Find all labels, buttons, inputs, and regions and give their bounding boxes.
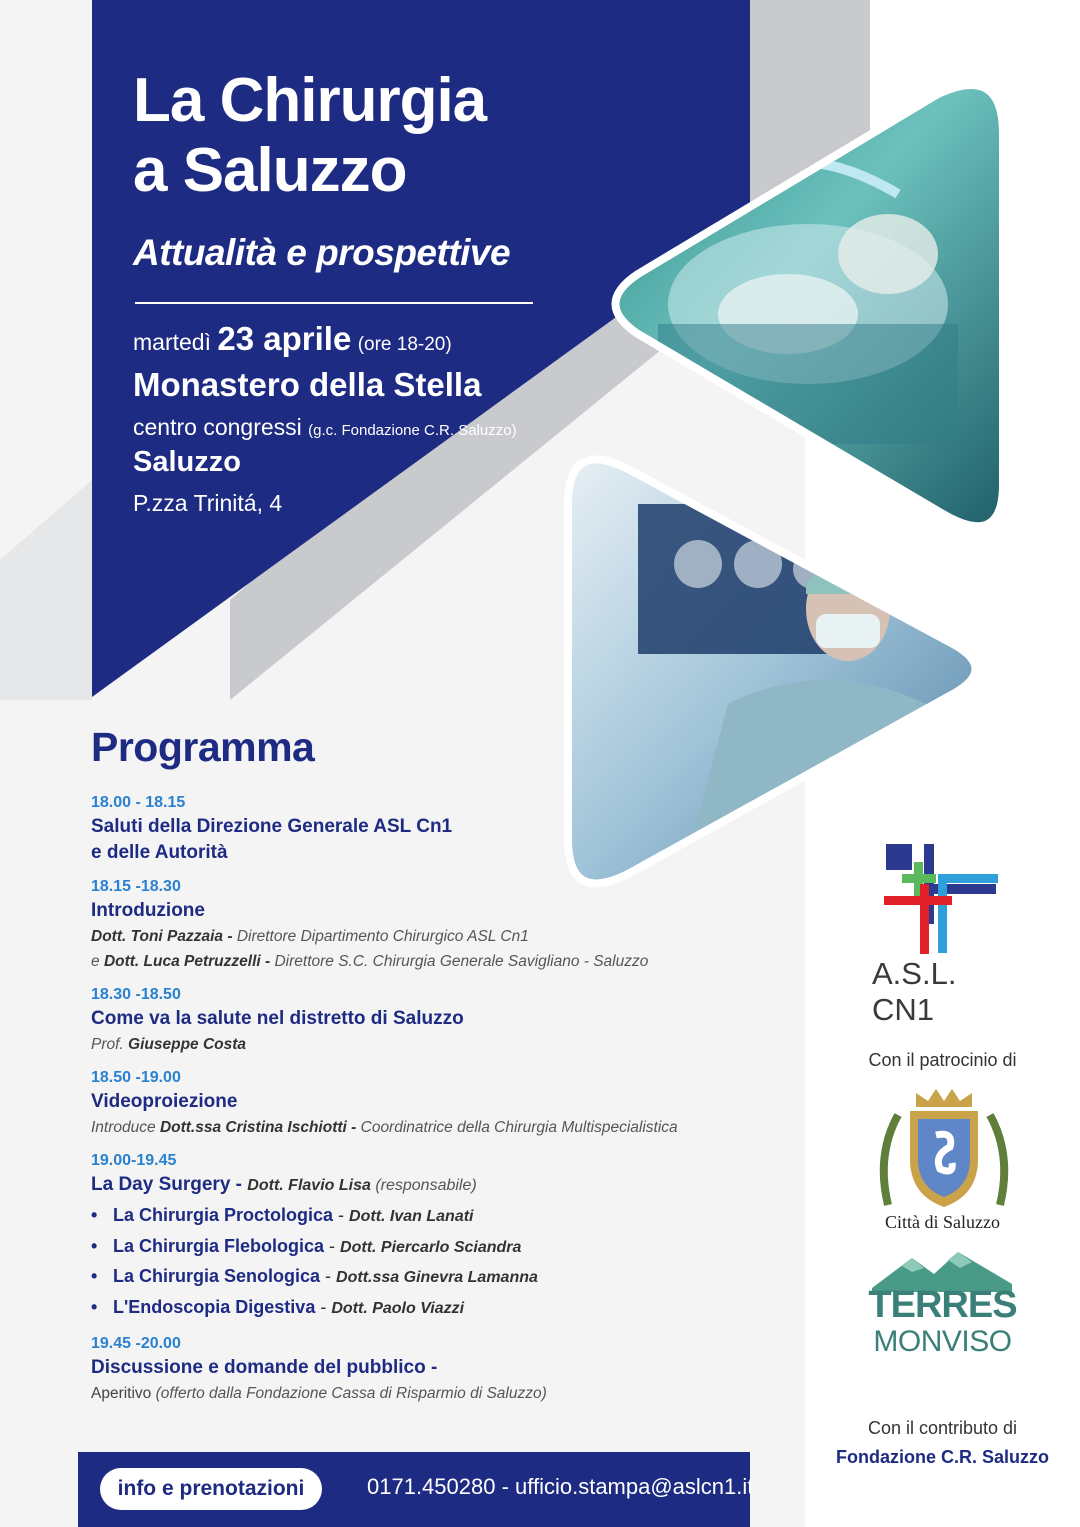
speaker-note: (responsabile) [370,1177,477,1194]
speaker-name: Dott. Piercarlo Sciandra [340,1238,522,1256]
item-label: L'Endoscopia Digestiva [113,1296,316,1317]
program-slot-4 [91,1067,801,1140]
program-title: Programma [91,724,315,770]
separator: - [223,928,237,945]
speaker-name: Dott. Paolo Viazzi [331,1299,465,1317]
date-main: 23 aprile [217,320,352,357]
program-slot-5 [91,1150,801,1323]
info-booking-button[interactable]: info e prenotazioni [100,1468,322,1510]
speaker-line [91,1115,801,1140]
event-center [133,414,517,441]
separator: - [346,1119,361,1136]
separator: - [320,1266,337,1286]
slot-time: 18.50 -19.00 [91,1069,181,1086]
fondazione-name: Fondazione C.R. Saluzzo [835,1447,1049,1467]
speaker-name: Dott. Luca Petruzzelli [103,953,261,970]
item-label: La Chirurgia Proctologica [113,1205,334,1225]
title-line-2: a Saluzzo [133,136,407,205]
list-item [91,1201,801,1232]
speaker-prefix: Prof. [91,1036,129,1053]
speaker-role: Direttore S.C. Chirurgia Generale Savigliano - Saluzzo [274,953,649,970]
terres-wordmark: TERRES [868,1284,1017,1326]
program-slot-3 [91,984,801,1057]
slot-time: 19.00-19.45 [91,1152,177,1169]
event-time: (ore 18-20) [357,334,452,355]
speaker-name: Dott.ssa Ginevra Lamanna [336,1269,538,1286]
connector: e [91,953,104,970]
speaker-name: Dott.ssa Cristina Ischiotti [159,1119,347,1136]
saluzzo-crest-icon [876,1085,1012,1213]
event-city: Saluzzo [133,446,241,478]
slot-time: 18.30 -18.50 [91,986,181,1003]
program-slot-2 [91,876,801,974]
title-divider [135,302,533,304]
separator: - [260,953,275,970]
speaker-prefix: Introduce [91,1119,160,1136]
center-note: (g.c. Fondazione C.R. Saluzzo) [308,422,517,439]
slot-title: Discussione e domande del pubblico - [91,1357,438,1378]
day-surgery-list [91,1201,801,1323]
separator: - [315,1296,332,1317]
asl-cross-logo-icon [880,840,1000,970]
speaker-name: Dott. Toni Pazzaia [91,928,224,945]
contact-info: 0171.450280 - ufficio.stampa@aslcn1.it [367,1474,754,1499]
program-list [91,792,801,1416]
item-label: La Chirurgia Senologica [113,1266,321,1286]
event-subtitle: Attualità e prospettive [133,232,511,273]
slot-title: Come va la salute nel distretto di Saluzzo [91,1008,464,1029]
date-prefix: martedì [133,329,211,355]
asl-name: A.S.L. CN1 [872,956,957,1027]
speaker-line [91,924,801,949]
contribution-label: Con il contributo di [867,1418,1018,1438]
center-label: centro congressi [133,414,302,440]
slot-title: e delle Autorità [91,842,228,863]
title-line-1: La Chirurgia [133,66,487,135]
program-slot-6 [91,1333,801,1406]
patronage-label: Con il patrocinio di [868,1050,1017,1070]
event-venue: Monastero della Stella [133,366,482,403]
speaker-line [91,1032,801,1057]
list-item [91,1232,801,1263]
aperitivo-label: Aperitivo [91,1385,152,1402]
separator: - [324,1235,341,1256]
slot-time: 18.00 - 18.15 [91,794,186,811]
slot-title: Videoproiezione [91,1091,238,1112]
slot-title: Introduzione [91,900,205,921]
program-slot-1 [91,792,801,866]
slot-time: 18.15 -18.30 [91,878,181,895]
speaker-name: Giuseppe Costa [128,1036,247,1053]
list-item [91,1293,801,1324]
item-label: La Chirurgia Flebologica [113,1235,325,1256]
event-date [133,320,452,358]
slot-time: 19.45 -20.00 [91,1335,181,1352]
aperitivo-note: (offerto dalla Fondazione Cassa di Risparmio di Saluzzo) [151,1385,547,1402]
slot-title: Saluti della Direzione Generale ASL Cn1 [91,816,453,837]
aperitivo-line [91,1381,801,1406]
speaker-role: Direttore Dipartimento Chirurgico ASL Cn1 [236,928,529,945]
event-address: P.zza Trinitá, 4 [133,490,283,516]
monviso-wordmark: MONVISO [873,1325,1012,1358]
event-title [133,66,486,206]
list-item [91,1262,801,1293]
slot-title [91,1172,801,1199]
speaker-role: Coordinatrice della Chirurgia Multispecialistica [360,1119,678,1136]
citta-name: Città di Saluzzo [885,1212,1000,1232]
slot-title-text: La Day Surgery [91,1174,231,1195]
separator: - [230,1174,248,1195]
speaker-name: Dott. Flavio Lisa [247,1177,371,1194]
speaker-name: Dott. Ivan Lanati [349,1208,474,1225]
speaker-line [91,949,801,974]
separator: - [333,1205,350,1225]
